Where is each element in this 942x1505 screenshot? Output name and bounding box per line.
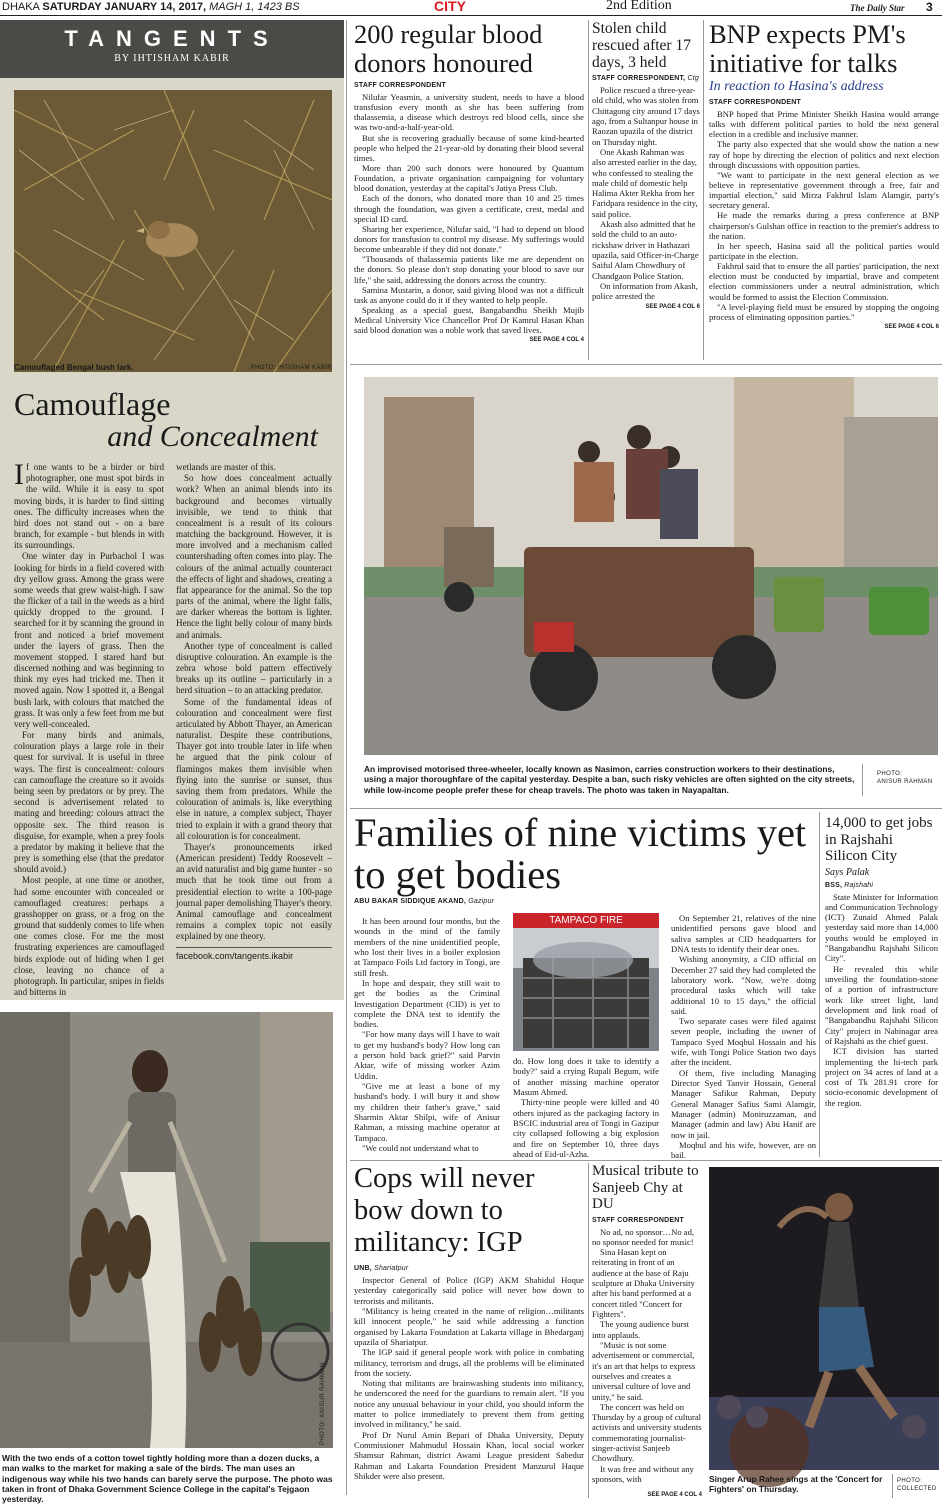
blood-paragraph: Speaking as a special guest, Bangabandhu Sheikh Mujib Medical University Vice Chancellor Prof Dr Kamrul Hasan Khan said blood donation was a noble work that saved lives. — [354, 304, 584, 336]
child-paragraph: Akash also admitted that he sold the child to an auto-rickshaw driver in Hathazari upazila, said Officer-in-Charge Saiful Alam Chowdhury of Chandgaon Police Station. — [592, 219, 699, 281]
tampaco-photo-box — [513, 913, 659, 1051]
bnp-paragraph: He made the remarks during a press conference at BNP chairperson's Gulshan office in reaction to the premier's address to the nation. — [709, 210, 939, 241]
silicon-paragraph: State Minister for Information and Communication Technology (ICT) Zunaid Ahmed Palak yesterday said more than 14,000 youths would be employed in "Bangabandhu Rajshahi Silicon City". — [825, 891, 938, 964]
bush-lark-caption: Camouflaged Bengal bush lark. — [14, 363, 134, 372]
blood-paragraph: More than 200 such donors were honoured by Quantum Foundation, a private organisation campaigning for voluntary blood donation, yesterday at the capital's Jatiya Press Club. — [354, 162, 584, 194]
tangents-facebook-link[interactable]: facebook.com/tangents.ikabir — [176, 951, 294, 961]
bush-lark-credit: PHOTO: IHTISHAM KABIR — [250, 365, 332, 371]
musical-paragraph: "Music is not some advertisement or commercial, it's an art that helps to express ourselves and creates a universal culture of love and unity," he said. — [592, 1339, 696, 1402]
blood-paragraph: Samina Mustarin, a donor, said giving blood was not a difficult task as anyone could do it if they wanted to help people. — [354, 284, 584, 305]
bnp-paragraph: BNP hoped that Prime Minister Sheikh Hasina would arrange talks with different political parties to hold the next general election in a credible and inclusive manner. — [709, 109, 939, 140]
families-byline: ABU BAKAR SIDDIQUE AKAND, Gazipur — [354, 898, 495, 905]
blood-headline: 200 regular blood donors honoured — [354, 19, 543, 78]
families-col-1 — [354, 916, 500, 1156]
musical-paragraph: Sina Hasan kept on reiterating in front of an audience at the base of Raju sculpture at Dhaka University after his band performed at a concert titled "Concert for Fighters". — [592, 1247, 695, 1319]
bnp-paragraph: "We want to participate in the next general election as we believe in representative government through a free, fair and impartial election," said Mirza Fakhrul Islam Alamgir, party's secretary general. — [709, 169, 939, 211]
nasimon-photo — [364, 377, 938, 755]
edition: 2nd Edition — [606, 0, 672, 13]
musical-headline: Musical tribute to Sanjeeb Chy at DU — [592, 1163, 699, 1212]
silicon-subhead: Says Palak — [825, 866, 870, 878]
headline-line-2: and Concealment — [107, 420, 318, 453]
bnp-subhead: In reaction to Hasina's address — [709, 79, 884, 94]
masthead: The Daily Star — [850, 3, 905, 13]
tangents-paragraph: So how does concealment actually work? When an animal blends into its background and becomes virtually invisible, we tend to think that concealment is a result of its colours matching the background. However, it is more involved and a mechanism called countershading often comes into play. The colours of the animal actually counteract the effects of light and shadows, creating a flat appearance for the animal. So the top parts of the animal, where the light falls, are darker whereas the bottom is lighter. Hence the light belly colour of many birds and animals. — [176, 473, 332, 640]
families-paragraph: Wishing anonymity, a CID official on December 27 said they had completed the laboratory work. "Now, we're doing procedural tasks which will take additional 10 to 15 days," the official said. — [671, 954, 816, 1016]
musical-paragraph: No ad, no sponsor…No ad, no sponsor needed for music! — [592, 1226, 695, 1247]
families-col-3 — [671, 913, 816, 1161]
cops-igp-story — [354, 1163, 584, 1498]
musical-jump-link[interactable]: SEE PAGE 4 COL 4 — [647, 1492, 702, 1498]
child-byline: STAFF CORRESPONDENT, Ctg — [592, 75, 699, 82]
cops-headline: Cops will never bow down to militancy: IGP — [354, 1163, 535, 1258]
bnp-jump-link[interactable]: SEE PAGE 4 COL 6 — [884, 323, 939, 330]
cops-paragraph: The IGP said if general people work with police in combating militancy, terrorism and drugs, all the problems will be eliminated from the society. — [354, 1347, 584, 1378]
dateline: DHAKA — [2, 1, 40, 13]
families-paragraph: On September 21, relatives of the nine unidentified persons gave blood and saliva samples at CID headquarters for DNA tests to identify their dear ones. — [671, 913, 816, 954]
tangents-paragraph: Most people, at one time or another, had some encounter with concealed or camouflaged creatures: perhaps a grasshopper on grass, or a frog on the ground that suddenly comes to life when one comes close. For me the most frustrating experiences are camouflaged birds explode out of hiding when I get close, leaving no chance of a photograph. In particular, snipes in fields and bitterns in — [14, 875, 164, 998]
blood-paragraph: "Thousands of thalassemia patients like me are dependent on the donors. So please don't stop donating your blood to save our life," she said, addressing the donors across the country. — [354, 254, 584, 285]
bnp-paragraph: "A level-playing field must be ensured by stopping the ongoing process of eliminating opposition parties." — [709, 301, 939, 322]
headline-line-1: Camouflage — [14, 386, 171, 422]
tangents-title: TANGENTS — [64, 26, 280, 51]
tampaco-label: TAMPACO FIRE — [513, 913, 659, 928]
blood-paragraph: Each of the donors, who donated more than 10 and 25 times through the foundation, was given a certificate, crest, medal and special ID card. — [354, 193, 584, 224]
tangents-paragraph: wetlands are master of this. — [176, 462, 276, 472]
bnp-headline: BNP expects PM's initiative for talks — [709, 19, 906, 78]
bnp-paragraph: Fakhrul said that to ensure the all parties' participation, the next election must be conducted by impartial, brave and competent election commissioners under a neutral administration, which would be formed to assist the Election Commission. — [709, 261, 939, 302]
musical-paragraph: The young audience burst into applauds. — [592, 1319, 690, 1340]
child-paragraph: Police rescued a three-year-old child, who was stolen from Chittagong city around 17 days ago, from a Sultanpur house in Raozan upazila of the district on Thursday night. — [592, 85, 700, 147]
silicon-paragraph: He revealed this while unveiling the foundation-stone of a portion of infrastructure work like street light, land development and link road of "Bangabandhu Rajshahi Silicon City" project in Nabinagar area of Rajshahi as the chief guest. — [825, 963, 938, 1046]
blood-paragraph: But she is recovering gradually because of some kind-hearted people who helped the 21-year-old by donating their blood several times. — [354, 132, 584, 163]
families-paragraph: It has been around four months, but the wounds in the mind of the family members of the nine unidentified people, who lost their lives in a boiler explosion at Tampaco Foils Ltd factory in Tongi, are still fresh. — [354, 916, 500, 978]
musical-byline: STAFF CORRESPONDENT — [592, 1216, 684, 1224]
silicon-byline: BSS, Rajshahi — [825, 881, 874, 889]
families-story — [354, 810, 816, 1161]
section-label: CITY — [434, 0, 466, 14]
musical-paragraph: The concert was held on Thursday by a group of cultural activists and university students commemorating journalist-singer-activist Sanjeeb Chowdhury. — [592, 1401, 702, 1464]
dropcap: I — [14, 458, 24, 491]
blood-donors-story — [354, 20, 584, 360]
silicon-city-story — [825, 815, 938, 1157]
cops-paragraph: Inspector General of Police (IGP) AKM Shahidul Hoque yesterday categorically said police will never bow down to terrorists and militants. — [354, 1275, 584, 1306]
nasimon-caption: An improvised motorised three-wheeler, locally known as Nasimon, carries construction workers to their destinations, using a major thoroughfare of the capital yesterday. Despite a ban, such risky vehicles are often sighted on the city streets, while low-income people prefer these for cheap travels. The photo was taken in Nayapaltan. — [364, 764, 855, 795]
bnp-story — [709, 20, 939, 360]
tangents-headline — [14, 388, 332, 452]
families-paragraph: In hope and despair, they still wait to get the bodies as the Criminal Investigation Department (CID) is yet to complete the DNA test to identify the bodies. — [354, 977, 500, 1030]
tangents-footer-rule — [176, 947, 332, 948]
blood-byline: STAFF CORRESPONDENT — [354, 82, 446, 89]
nasimon-credit: PHOTO: ANISUR RAHMAN — [877, 771, 933, 785]
tangents-paragraph: For many birds and animals, colouration plays a large role in their quest for survival. It is useful in three ways. The first is concealment: colours can camouflage the creature so it avoids being seen by predators or by prey. The second is advertisement related to mating and breeding: colours attract the opposite sex. The third reason is disguise, for example, when a prey fools a predator by making it believe that the prey is something else (that the predator should avoid.) — [14, 730, 164, 875]
cops-paragraph: Noting that militants are brainwashing students into militancy, he underscored the need for the guardians to remain alert. "If you notice any unusual behaviour in your child, you should inform the matter to police immediately to prevent them from getting involved in militancy," he said. — [354, 1378, 584, 1430]
families-paragraph: Two separate cases were filed against seven people, including the owner of Tampaco Syed Moqbul Hossain and his wife, with Tongi Police Station two days after the incident. — [671, 1016, 816, 1068]
child-headline: Stolen child rescued after 17 days, 3 held — [592, 20, 691, 71]
child-paragraph: One Akash Rahman was also arrested earlier in the day, who confessed to stealing the male child of domestic help Halima Akter Rekha from her Faridpara residence in the city, said police. — [592, 146, 698, 219]
blood-paragraph: Nilufar Yeasmin, a university student, needs to have a blood transfusion every month as she has been suffering from thalassemia, a disease which destroys red blood cells, since she was two-and-a-half-year-old. — [354, 92, 584, 133]
tangents-paragraph: Thayer's pronouncements irked (American president) Teddy Roosevelt – an avid naturalist and big game hunter - so much that he took time out from a presidential election to write a 100-page journal paper demolishing Thayer's theory. Animal camouflage and concealment remains a complex topic not easily explained by one theory. — [176, 841, 332, 942]
duck-seller-photo — [0, 1012, 333, 1448]
duck-photo-caption: With the two ends of a cotton towel tightly holding more than a dozen ducks, a man walks to the market for making a sale of the birds. The man uses an indigenous way while his two hands can barely serve the purpose. The photo was taken in front of Dhaka Government Science College in the capital's Tejgaon yesterday. — [2, 1453, 333, 1505]
page-header — [0, 0, 942, 16]
families-paragraph: "For how many days will I have to wait to get my husband's body? How long can a person hold back grief?" said Parvin Aktar, wife of missing worker Azim Uddin. — [354, 1029, 500, 1081]
bush-lark-photo — [14, 90, 332, 372]
tangents-paragraph: Some of the fundamental ideas of colouration and concealment were first articulated by Abbott Thayer, an American naturalist. Despite these contributions, Thayer got into trouble later in life when he argued that the pink colour of flamingos makes them invisible when flying into the sunrise or sunset, thus saving them from predators. While the colouration of animals is, like everything else in nature, a complex subject, Thayer tried to explain it with a grand theory that all colouration is for concealment. — [176, 696, 332, 841]
tangents-section — [0, 20, 344, 1000]
tangents-col-2 — [176, 462, 332, 942]
cops-paragraph: Prof Dr Nurul Amin Bepari of Dhaka University, Deputy Commissioner Mahmudul Hossain Khan, local social worker Shamsur Rahman, district Awami League president Sabedur Rahman and Lakarta Foundation President Manzurul Haque Shikder were also present. — [354, 1429, 584, 1481]
child-jump-link[interactable]: SEE PAGE 4 COL 6 — [645, 303, 700, 310]
families-col-2 — [513, 1056, 659, 1159]
families-paragraph: "Give me at least a bone of my husband's body. I will bury it and show my children their father's grave," said Sharmin Aktar Shilpi, wife of Anisur Rahman, a missing machine operator at Tampaco. — [354, 1081, 500, 1143]
blood-paragraph: Sharing her experience, Nilufar said, "I had to depend on blood donors for transfusion to control my disease. My sufferings would become unbearable if they did not donate." — [354, 223, 584, 255]
tangents-col-1 — [14, 458, 164, 998]
tangents-paragraph: One winter day in Purbachol I was looking for birds in a field covered with dry yellow grass. Among the grass were some weeds that grew waist-high. I saw the flicker of a tail in the weeds as a bird quickly dropped to the ground. I searched for it by scanning the ground in front and noticed a brief movement under the layers of grass. Then the movement stopped. I stared hard but discerned nothing and was beginning to think my eyes had tricked me. Then it moved again. Now I spotted it, a Bengal bush lark, with colours that matched the grass. It was only a few feet from me but very well-concealed. — [14, 551, 164, 729]
date: SATURDAY JANUARY 14, 2017, — [42, 1, 207, 13]
bangla-date: MAGH 1, 1423 BS — [209, 1, 300, 13]
musical-tribute-story — [592, 1163, 702, 1498]
families-paragraph: "We could not understand what to — [362, 1142, 479, 1153]
tangents-byline: BY IHTISHAM KABIR — [114, 53, 230, 64]
tangents-lead: f one wants to be a birder or bird photographer, one must spot birds in the wild. While it is easy to spot moving birds, it is harder to find sitting ones. The difficulty increases when the bird does not stand out - on a bare branch, for example - but blends in with its surroundings. — [14, 462, 164, 551]
bnp-byline: STAFF CORRESPONDENT — [709, 99, 801, 106]
child-paragraph: On information from Akash, police arrested the — [592, 280, 698, 302]
tampaco-fire-photo — [513, 928, 659, 1051]
concert-credit: PHOTO: COLLECTED — [897, 1478, 937, 1492]
musical-paragraph: It was free and without any sponsors, with — [592, 1463, 694, 1484]
stolen-child-story — [592, 20, 700, 360]
bnp-paragraph: The party also expected that she would show the nation a new ray of hope by directing the election of politics and next election through discussions with opposition parties. — [709, 139, 939, 170]
bnp-paragraph: In her speech, Hasina said all the political parties would participate in the election. — [709, 240, 939, 261]
concert-caption: Singer Arup Rahee sings at the 'Concert for Fighters' on Thursday. — [709, 1474, 883, 1495]
families-headline: Families of nine victims yet to get bodies — [354, 810, 807, 897]
families-paragraph: Moqbul and his wife, however, are on bail. — [671, 1139, 816, 1161]
blood-jump-link[interactable]: SEE PAGE 4 COL 4 — [529, 337, 584, 344]
tangents-paragraph: Another type of concealment is called disruptive colouration. An example is the zebra whose bold pattern effectively breaks up its outline – particularly in a herd situation – to an attacking predator. — [176, 640, 332, 696]
tangents-banner — [0, 20, 344, 78]
families-paragraph: Thirty-nine people were killed and 40 others injured as the packaging factory in BSCIC industrial area of Tongi in Gazipur city collapsed following a big explosion and fire on September 10, three days ahead of Eid-ul-Azha. — [513, 1097, 659, 1159]
silicon-headline: 14,000 to get jobs in Rajshahi Silicon City — [825, 815, 933, 864]
duck-photo-credit: PHOTO: ANISUR RAHMAN — [320, 1362, 326, 1445]
families-paragraph: Of them, five including Managing Director Syed Tanvir Hossain, General Manager Safikur Rahman, Deputy General Manager Safius Sami Alamgir, Manager (admin) Moniruzzaman, and Manager (admin and law) Abu Hanif are now in jail. — [671, 1067, 816, 1140]
cops-paragraph: "Militancy is being created in the name of religion…militants kill innocent people," he said while addressing a function organised by Lakarta Foundation at Lakarta village in Bhedarganj upazila of Shariatpur. — [354, 1305, 584, 1347]
silicon-paragraph: ICT division has started implementing the hi-tech park project on 34 acres of land at a cost of Tk 281.91 crore for socio-economic development of the region. — [825, 1046, 938, 1108]
page-number: 3 — [926, 0, 933, 14]
families-paragraph: do. How long does it take to identify a body?" said a crying Rupali Begum, wife of another missing machine operator Masum Ahmed. — [513, 1056, 659, 1097]
cops-byline: UNB, Shariatpur — [354, 1265, 409, 1272]
concert-photo — [709, 1167, 939, 1470]
